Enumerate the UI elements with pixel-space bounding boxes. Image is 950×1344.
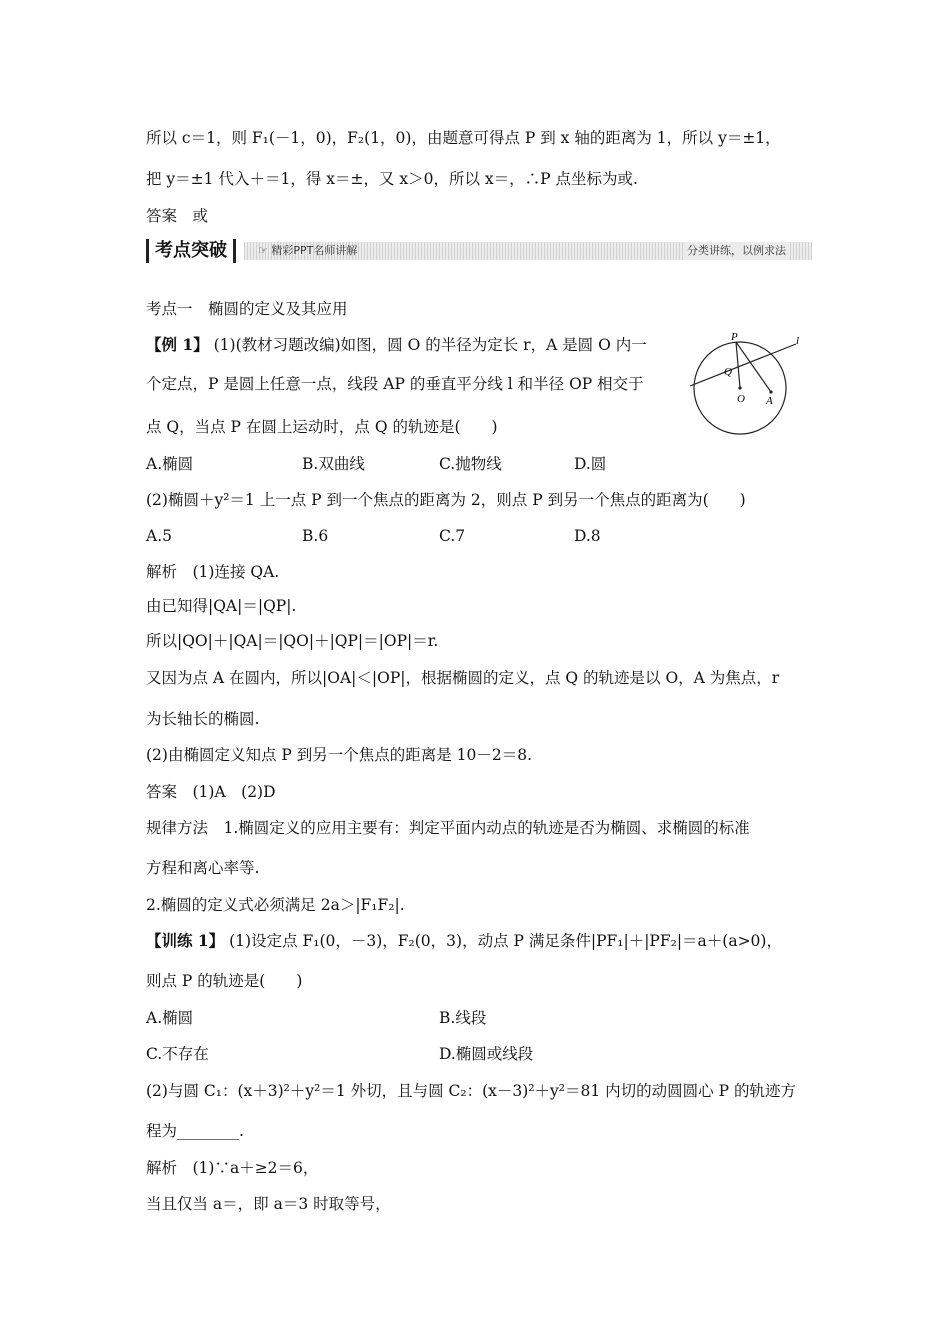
example-line bbox=[146, 334, 647, 356]
banner-right-text: 分类讲练，以例求法 bbox=[685, 242, 788, 260]
training-text: (1)设定点 F₁(0，－3)，F₂(0，3)，动点 P 满足条件|PF₁|＋|PF₂|＝a＋(a>0)， bbox=[224, 932, 782, 950]
option: C.抛物线 bbox=[439, 455, 502, 473]
text-line: (2)由椭圆定义知点 P 到另一个焦点的距离是 10－2＝8. bbox=[146, 746, 533, 764]
banner-subtitle: ☞ 精彩PPT名师讲解 bbox=[258, 244, 358, 257]
segment-po bbox=[736, 342, 740, 388]
option: B.双曲线 bbox=[302, 455, 365, 473]
text-line: (2)椭圆＋y²＝1 上一点 P 到一个焦点的距离为 2，则点 P 到另一个焦点的距离为( ) bbox=[146, 491, 746, 509]
text-line: 解析 (1)连接 QA. bbox=[146, 563, 280, 581]
option: D.圆 bbox=[574, 455, 607, 473]
training-line bbox=[146, 930, 782, 952]
option: B.线段 bbox=[439, 1009, 487, 1027]
text-line: 所以 c＝1，则 F₁(－1，0)，F₂(1，0)，由题意可得点 P 到 x 轴的距离为 1，所以 y＝±1， bbox=[146, 129, 781, 147]
point-a bbox=[769, 390, 772, 393]
text-line: 又因为点 A 在圆内，所以|OA|＜|OP|，根据椭圆的定义，点 Q 的轨迹是以 O，A 为焦点，r bbox=[146, 669, 780, 687]
label-q: Q bbox=[724, 366, 732, 378]
label-p: P bbox=[731, 331, 738, 343]
label-a: A bbox=[766, 395, 773, 407]
option: C.不存在 bbox=[146, 1045, 209, 1063]
text-line: 方程和离心率等. bbox=[146, 859, 260, 877]
option: B.6 bbox=[302, 527, 329, 545]
answer-line: 答案 或 bbox=[146, 207, 209, 225]
text-line: 个定点，P 是圆上任意一点，线段 AP 的垂直平分线 l 和半径 OP 相交于 bbox=[146, 375, 644, 393]
text-line: 解析 (1)∵a＋≥2＝6， bbox=[146, 1159, 319, 1177]
text-line: 2.椭圆的定义式必须满足 2a＞|F₁F₂|. bbox=[146, 896, 405, 914]
option: D.椭圆或线段 bbox=[439, 1045, 534, 1063]
option: A.椭圆 bbox=[146, 1009, 194, 1027]
text-line: 则点 P 的轨迹是( ) bbox=[146, 972, 303, 990]
example-text: (1)(教材习题改编)如图，圆 O 的半径为定长 r，A 是圆 O 内一 bbox=[208, 336, 647, 354]
text-line: 规律方法 1.椭圆定义的应用主要有：判定平面内动点的轨迹是否为椭圆、求椭圆的标准 bbox=[146, 819, 750, 837]
text-line: 把 y＝±1 代入＋＝1，得 x＝±，又 x＞0，所以 x＝，∴P 点坐标为或. bbox=[146, 170, 638, 188]
option: D.8 bbox=[574, 527, 601, 545]
point-o bbox=[738, 386, 741, 389]
label-o: O bbox=[737, 393, 745, 405]
text-line: 当且仅当 a＝，即 a＝3 时取等号， bbox=[146, 1195, 391, 1213]
text-line: 程为________. bbox=[146, 1122, 244, 1140]
text-line: 为长轴长的椭圆. bbox=[146, 710, 260, 728]
option: C.7 bbox=[439, 527, 466, 545]
section-heading: 考点一 椭圆的定义及其应用 bbox=[146, 300, 348, 318]
text-line: (2)与圆 C₁：(x＋3)²＋y²＝1 外切，且与圆 C₂：(x－3)²＋y²＝81 内切的动圆圆心 P 的轨迹方 bbox=[146, 1082, 796, 1100]
circle-figure bbox=[688, 330, 818, 438]
label-l: l bbox=[796, 335, 800, 347]
option: A.5 bbox=[146, 527, 172, 545]
example-tag: 【例 1】 bbox=[146, 335, 209, 354]
option: A.椭圆 bbox=[146, 455, 194, 473]
text-line: 点 Q，当点 P 在圆上运动时，点 Q 的轨迹是( ) bbox=[146, 418, 498, 436]
text-line: 由已知得|QA|＝|QP|. bbox=[146, 597, 297, 615]
banner-title: 考点突破 bbox=[146, 239, 236, 263]
section-banner bbox=[146, 239, 812, 263]
text-line: 所以|QO|＋|QA|＝|QO|＋|QP|＝|OP|＝r. bbox=[146, 632, 439, 650]
training-tag: 【训练 1】 bbox=[146, 931, 225, 950]
answer-line: 答案 (1)A (2)D bbox=[146, 783, 276, 801]
